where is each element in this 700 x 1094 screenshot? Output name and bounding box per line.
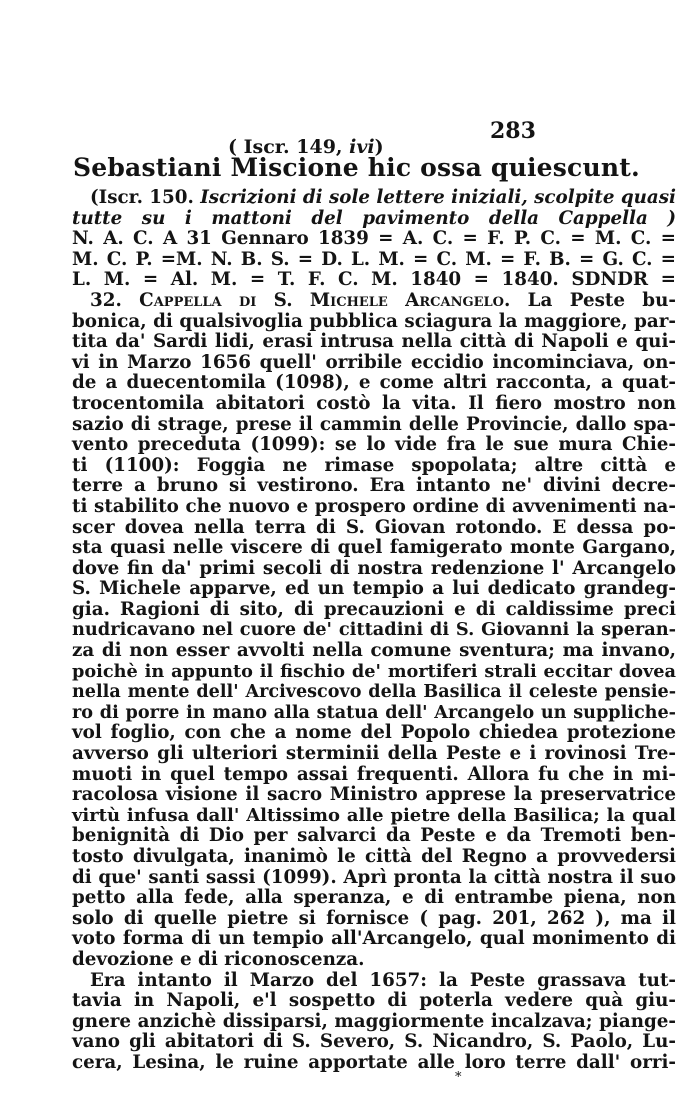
initials-line: N. A. C. A 31 Gennaro 1839 = A. C. = F. P. C. = M. C. =	[72, 228, 676, 250]
paragraph-1-line-text: La Peste bu-	[527, 289, 676, 311]
text-line: S. Michele apparve, ed un tempio a lui dedicato grandeg-	[72, 578, 676, 600]
text-line: ti stabilito che nuovo e prospero ordine di avvenimenti na-	[72, 495, 676, 517]
text-line: scer dovea nella terra di S. Giovan rotondo. E dessa po-	[72, 516, 676, 538]
text-line: vi in Marzo 1656 quell' orribile eccidio incominciava, on-	[72, 351, 676, 373]
inscription-149-label: ( Iscr. 149,	[228, 136, 343, 158]
text-line: vano gli abitatori di S. Severo, S. Nicandro, S. Paolo, Lu-	[72, 1031, 676, 1053]
epitaph-line: Sebastiani Miscione hic ossa quiescunt.	[73, 153, 640, 182]
page-body	[72, 188, 676, 1074]
text-line: virtù infusa dall' Altissimo alle pietre della Basilica; la qual	[72, 804, 676, 826]
inscription-150-line-2: tutte su i mattoni del pavimento della Cappella )	[72, 207, 676, 229]
text-line: avverso gli ulteriori sterminii della Peste e i rovinosi Tre-	[72, 743, 676, 765]
page-number: 283	[490, 118, 536, 144]
inscription-150-line-1	[72, 188, 676, 209]
text-line: vento preceduta (1099): se lo vide fra le sue mura Chie-	[72, 434, 676, 456]
paragraph-1-first-line	[72, 291, 676, 312]
text-line: solo di quelle pietre si fornisce ( pag. 201, 262 ), ma il	[72, 907, 676, 929]
text-line: trocentomila abitatori costò la vita. Il fiero mostro non	[72, 392, 676, 414]
text-line: terre a bruno si vestirono. Era intanto ne' divini decre-	[72, 475, 676, 497]
paragraph-2-first-line: Era intanto il Marzo del 1657: la Peste grassava tut-	[90, 969, 676, 991]
text-line: cera, Lesina, le ruine apportate alle loro terre dall' orri-	[72, 1051, 676, 1073]
text-line: petto alla fede, alla speranza, e di entrambe piena, non	[72, 887, 676, 909]
inscription-150-text: Iscrizioni di sole lettere iniziali, scolpite quasi	[200, 187, 676, 208]
text-line: nudricavano nel cuore de' cittadini di S. Giovanni la speran-	[72, 619, 676, 641]
text-line: racolosa visione il sacro Ministro apprese la preservatrice	[72, 784, 676, 806]
section-heading: Cappella di S. Michele Arcangelo.	[139, 289, 511, 311]
text-line: sazio di strage, prese il cammin delle Provincie, dallo spa-	[72, 413, 676, 435]
inscription-149-close: )	[374, 136, 384, 158]
inscription-150-label: (Iscr. 150.	[90, 187, 194, 208]
paragraph-number: 32.	[90, 289, 122, 311]
text-line: muoti in quel tempo assai frequenti. Allora fu che in mi-	[72, 763, 676, 785]
text-line: de a duecentomila (1098), e come altri racconta, a quat-	[72, 372, 676, 394]
text-line: vol foglio, con che a nome del Popolo chiedea protezione	[72, 722, 676, 744]
text-line: za di non esser avvolti nella comune sventura; ma invano,	[72, 640, 676, 662]
text-line: dove fin da' primi secoli di nostra redenzione l' Arcangelo	[72, 557, 676, 579]
text-line: gia. Ragioni di sito, di precauzioni e di caldissime preci	[72, 598, 676, 620]
text-line: tosto divulgata, inanimò le città del Regno a provvedersi	[72, 846, 676, 867]
text-line: ti (1100): Foggia ne rimase spopolata; altre città e	[72, 454, 676, 476]
text-line: di que' santi sassi (1099). Aprì pronta la città nostra il suo	[72, 866, 676, 888]
text-line: benignità di Dio per salvarci da Peste e da Tremoti ben-	[72, 825, 676, 847]
text-line: gnere anzichè dissiparsi, maggiormente incalzava; piange-	[72, 1010, 676, 1032]
inscription-149-location: ivi	[349, 136, 375, 158]
initials-line: L. M. = Al. M. = T. F. C. M. 1840 = 1840. SDNDR =	[72, 269, 676, 291]
text-line: tavia in Napoli, e'l sospetto di poterla vedere quà giu-	[72, 990, 676, 1012]
text-line: poichè in appunto il fischio de' mortiferi strali eccitar dovea	[72, 660, 676, 682]
initials-line: M. C. P. =M. N. B. S. = D. L. M. = C. M. = F. B. = G. C. =	[72, 248, 676, 270]
text-line: nella mente dell' Arcivescovo della Basilica il celeste pensie-	[72, 681, 676, 703]
signature-mark: *	[455, 1070, 462, 1085]
text-line: tita da' Sardi lidi, erasi intrusa nella città di Napoli e qui-	[72, 331, 676, 353]
text-line: sta quasi nelle viscere di quel famigerato monte Gargano,	[72, 537, 676, 559]
text-line: voto forma di un tempio all'Arcangelo, qual monimento di	[72, 928, 676, 950]
text-line: bonica, di qualsivoglia pubblica sciagura la maggiore, par-	[72, 310, 676, 332]
text-line: ro di porre in mano alla statua dell' Arcangelo un suppliche-	[72, 701, 676, 723]
text-line: devozione e di riconoscenza.	[72, 948, 365, 970]
